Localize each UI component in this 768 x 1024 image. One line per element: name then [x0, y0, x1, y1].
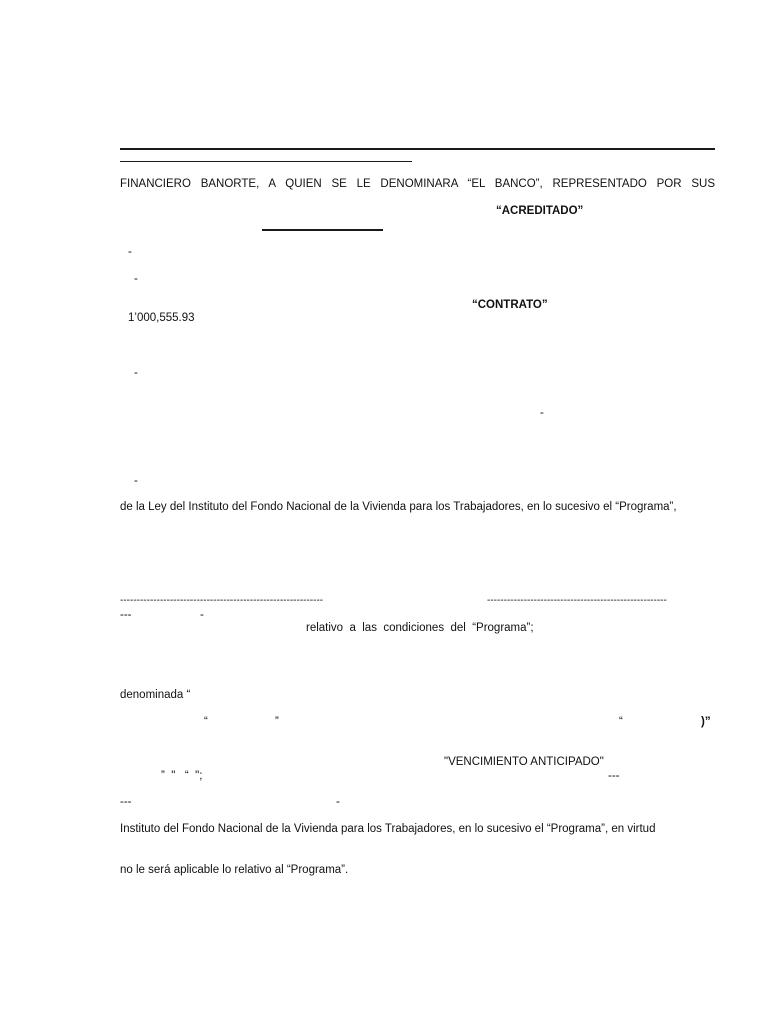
close-paren-quote: )”: [701, 716, 711, 728]
text-no-aplicable: no le será aplicable lo relativo al “Programa”.: [120, 864, 349, 876]
text-acreditado: “ACREDITADO”: [496, 205, 584, 217]
text-contrato: “CONTRATO”: [472, 299, 548, 311]
dash-5: -: [134, 475, 138, 487]
top-rule-partial: [120, 161, 412, 162]
text-financiero-banorte: FINANCIERO BANORTE, A QUIEN SE LE DENOMINARA “EL BANCO”, REPRESENTADO POR SUS: [120, 178, 715, 190]
text-instituto-fondo: Instituto del Fondo Nacional de la Vivienda para los Trabajadores, en lo sucesivo el “Programa”, en virtud: [120, 823, 656, 835]
quotes-group: ” " “ ";: [161, 770, 203, 782]
signature-underline: [262, 229, 383, 231]
top-rule-full: [120, 148, 715, 150]
dashes-right: ------------------------------------------------------: [487, 595, 667, 606]
triple-dash-2: ---: [608, 770, 620, 782]
triple-dash-3: ---: [120, 796, 132, 808]
text-vencimiento-anticipado: "VENCIMIENTO ANTICIPADO": [444, 756, 604, 768]
dash-1: -: [128, 246, 132, 258]
dashes-left: -------------------------------------------------------------: [120, 595, 324, 606]
triple-dash-1: ---: [120, 609, 132, 621]
dash-3: -: [134, 367, 138, 379]
text-relativo-condiciones: relativo a las condiciones del “Programa”;: [306, 622, 534, 634]
text-ley-instituto: de la Ley del Instituto del Fondo Nacional de la Vivienda para los Trabajadores, en lo sucesivo el “Programa”,: [120, 501, 677, 513]
text-amount: 1’000,555.93: [128, 312, 195, 324]
dash-7: -: [336, 796, 340, 808]
dash-2: -: [134, 273, 138, 285]
dash-4: -: [540, 407, 544, 419]
text-denominada: denominada “: [120, 689, 191, 701]
quote-3: “: [619, 716, 623, 728]
dash-6: -: [200, 609, 204, 621]
quote-2: ”: [275, 716, 279, 728]
quote-1: “: [204, 716, 208, 728]
